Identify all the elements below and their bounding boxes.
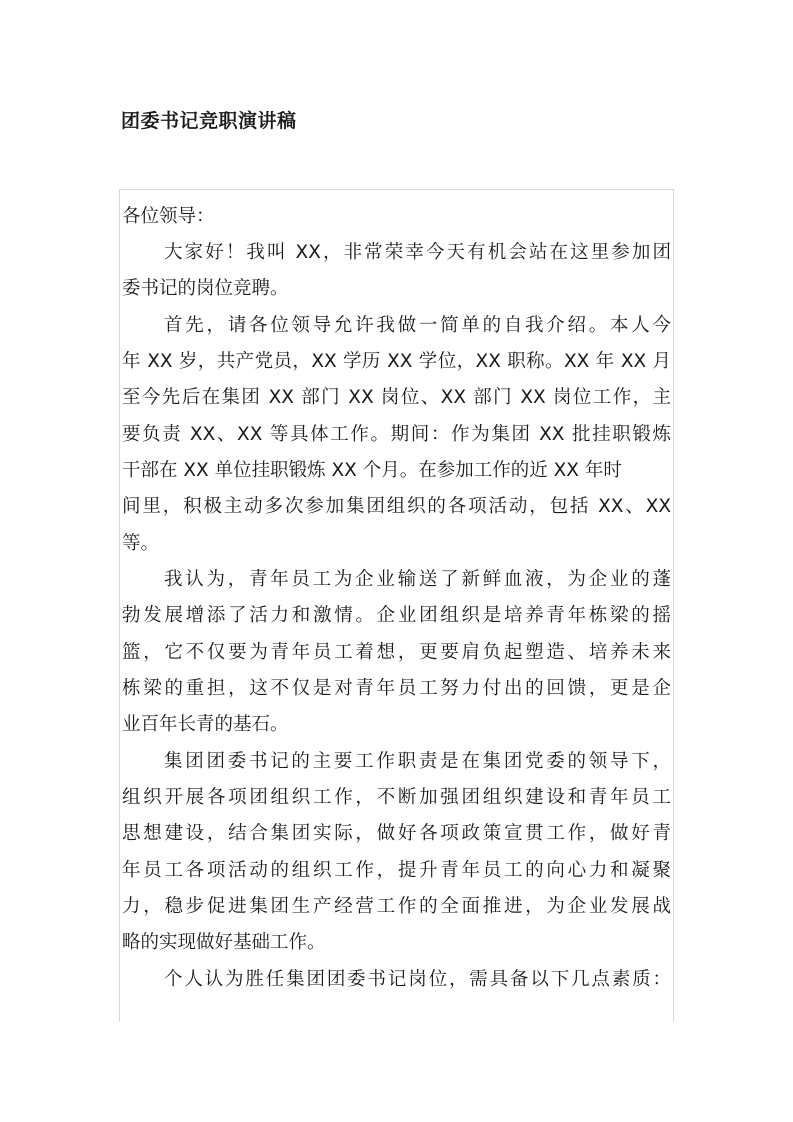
text-line: 集团团委书记的主要工作职责是在集团党委的领导下， — [164, 751, 671, 772]
text-line: 首先，请各位领导允许我做一简单的自我介绍。本人今 — [164, 315, 671, 336]
salutation-line: 各位领导： — [122, 206, 215, 227]
text-line: 要负责 XX、XX 等具体工作。期间：作为集团 XX 批挂职锻炼 — [122, 424, 671, 445]
text-line: 间里，积极主动多次参加集团组织的各项活动，包括 XX、XX — [122, 496, 671, 517]
text-line: 思想建设，结合集团实际，做好各项政策宣贯工作，做好青 — [122, 823, 671, 844]
text-line: 力，稳步促进集团生产经营工作的全面推进，为企业发展战 — [122, 896, 671, 917]
text-line: 勃发展增添了活力和激情。企业团组织是培养青年栋梁的摇 — [122, 605, 671, 626]
text-line: 我认为，青年员工为企业输送了新鲜血液，为企业的蓬 — [164, 569, 671, 590]
text-line: 至今先后在集团 XX 部门 XX 岗位、XX 部门 XX 岗位工作，主 — [122, 387, 671, 408]
text-line: 年 XX 岁，共产党员，XX 学历 XX 学位，XX 职称。XX 年 XX 月 — [122, 351, 671, 372]
text-line: 等。 — [122, 533, 160, 554]
text-line: 个人认为胜任集团团委书记岗位，需具备以下几点素质： — [164, 969, 671, 990]
text-line: 干部在 XX 单位挂职锻炼 XX 个月。在参加工作的近 XX 年时 — [122, 460, 622, 481]
text-line: 年员工各项活动的组织工作，提升青年员工的向心力和凝聚 — [122, 860, 671, 881]
text-line: 委书记的岗位竞聘。 — [122, 278, 289, 299]
text-line: 篮，它不仅要为青年员工着想，更要肩负起塑造、培养未来 — [122, 642, 671, 663]
text-line: 组织开展各项团组织工作，不断加强团组织建设和青年员工 — [122, 787, 671, 808]
speech-text-box — [119, 189, 674, 1022]
text-line: 栋梁的重担，这不仅是对青年员工努力付出的回馈，更是企 — [122, 678, 671, 699]
document-title: 团委书记竞职演讲稿 — [121, 110, 297, 132]
text-line: 略的实现做好基础工作。 — [122, 932, 326, 953]
text-line: 业百年长青的基石。 — [122, 714, 289, 735]
text-line: 大家好！我叫 XX，非常荣幸今天有机会站在这里参加团 — [164, 242, 671, 263]
